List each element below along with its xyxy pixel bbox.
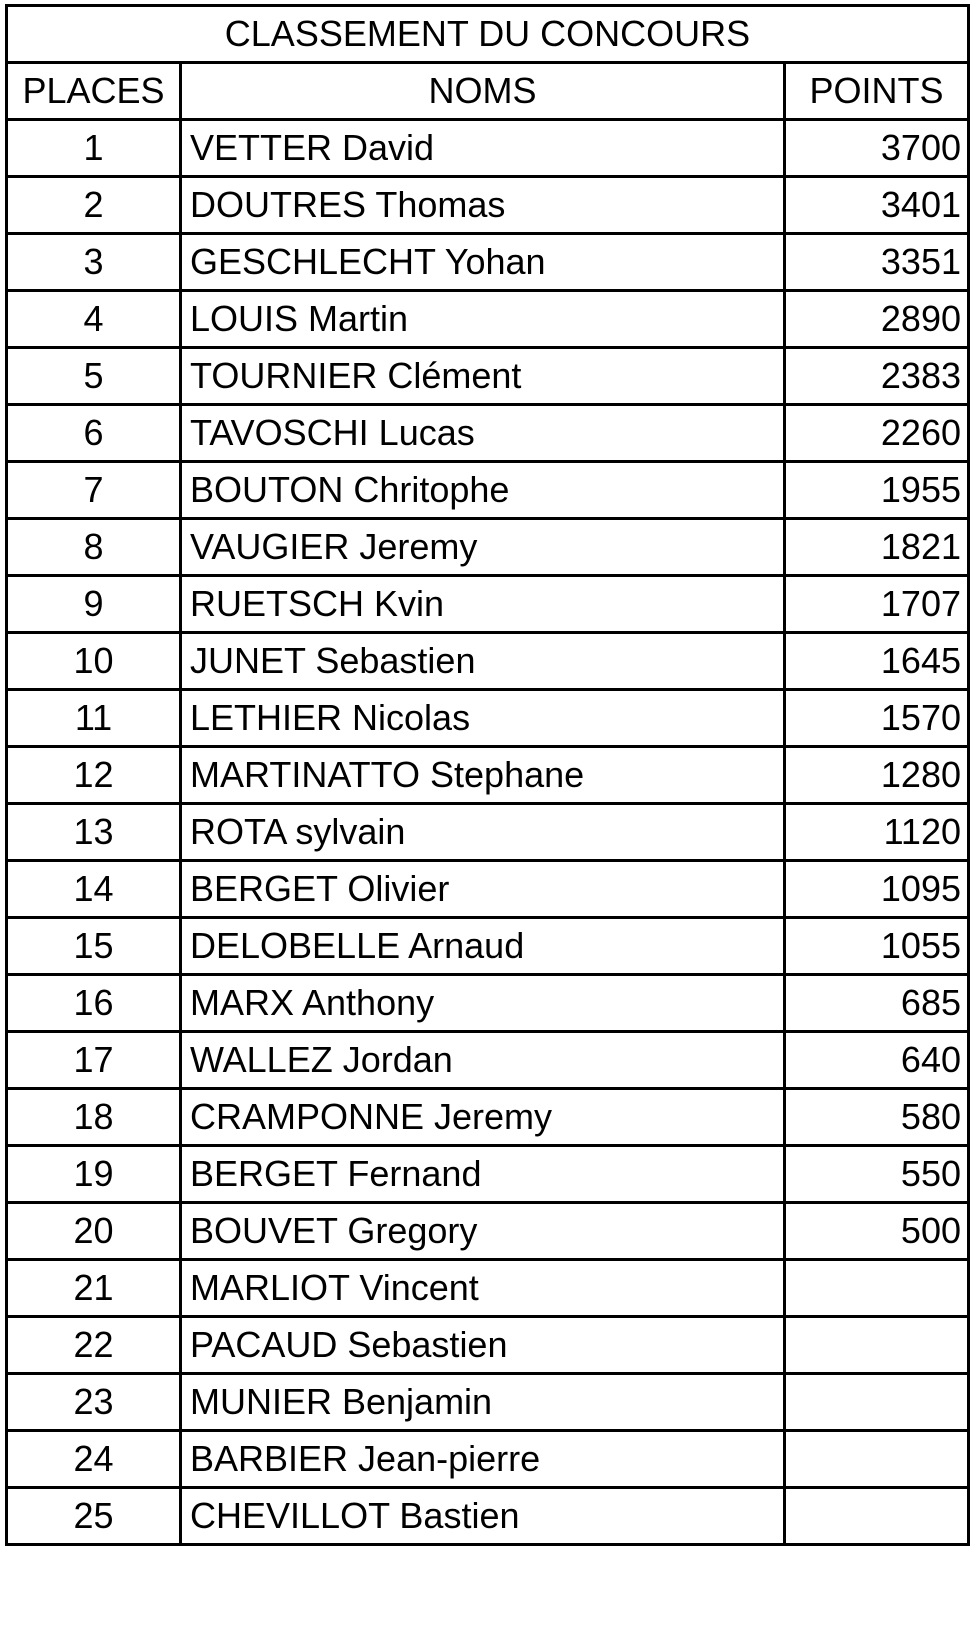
name-cell: MARTINATTO Stephane <box>181 747 785 804</box>
place-cell: 2 <box>7 177 181 234</box>
points-cell: 1120 <box>785 804 969 861</box>
name-cell: BOUVET Gregory <box>181 1203 785 1260</box>
table-row <box>7 348 969 405</box>
points-cell: 1955 <box>785 462 969 519</box>
place-cell: 4 <box>7 291 181 348</box>
ranking-table-body <box>7 6 969 1545</box>
table-row <box>7 918 969 975</box>
place-cell: 5 <box>7 348 181 405</box>
name-cell: PACAUD Sebastien <box>181 1317 785 1374</box>
points-cell: 1570 <box>785 690 969 747</box>
table-row <box>7 633 969 690</box>
points-cell: 1055 <box>785 918 969 975</box>
table-row <box>7 519 969 576</box>
place-cell: 16 <box>7 975 181 1032</box>
header-points: POINTS <box>785 63 969 120</box>
place-cell: 22 <box>7 1317 181 1374</box>
place-cell: 14 <box>7 861 181 918</box>
place-cell: 7 <box>7 462 181 519</box>
place-cell: 12 <box>7 747 181 804</box>
table-row <box>7 690 969 747</box>
name-cell: BOUTON Chritophe <box>181 462 785 519</box>
points-cell: 3351 <box>785 234 969 291</box>
table-row <box>7 234 969 291</box>
points-cell: 2383 <box>785 348 969 405</box>
points-cell: 640 <box>785 1032 969 1089</box>
points-cell <box>785 1431 969 1488</box>
name-cell: TOURNIER Clément <box>181 348 785 405</box>
place-cell: 8 <box>7 519 181 576</box>
place-cell: 20 <box>7 1203 181 1260</box>
name-cell: DOUTRES Thomas <box>181 177 785 234</box>
place-cell: 1 <box>7 120 181 177</box>
table-row <box>7 804 969 861</box>
table-row <box>7 1146 969 1203</box>
table-row <box>7 747 969 804</box>
name-cell: LOUIS Martin <box>181 291 785 348</box>
place-cell: 25 <box>7 1488 181 1545</box>
name-cell: BERGET Fernand <box>181 1146 785 1203</box>
place-cell: 15 <box>7 918 181 975</box>
table-row <box>7 975 969 1032</box>
table-row <box>7 1260 969 1317</box>
name-cell: MARX Anthony <box>181 975 785 1032</box>
name-cell: TAVOSCHI Lucas <box>181 405 785 462</box>
table-row <box>7 405 969 462</box>
place-cell: 3 <box>7 234 181 291</box>
name-cell: WALLEZ Jordan <box>181 1032 785 1089</box>
place-cell: 11 <box>7 690 181 747</box>
points-cell: 3401 <box>785 177 969 234</box>
table-row <box>7 291 969 348</box>
name-cell: ROTA sylvain <box>181 804 785 861</box>
name-cell: CRAMPONNE Jeremy <box>181 1089 785 1146</box>
table-row <box>7 576 969 633</box>
points-cell: 3700 <box>785 120 969 177</box>
table-row <box>7 1431 969 1488</box>
table-row <box>7 1488 969 1545</box>
table-row <box>7 120 969 177</box>
header-places: PLACES <box>7 63 181 120</box>
points-cell: 1707 <box>785 576 969 633</box>
table-row <box>7 1032 969 1089</box>
points-cell: 2260 <box>785 405 969 462</box>
points-cell: 2890 <box>785 291 969 348</box>
points-cell: 1095 <box>785 861 969 918</box>
name-cell: MUNIER Benjamin <box>181 1374 785 1431</box>
name-cell: JUNET Sebastien <box>181 633 785 690</box>
table-row <box>7 861 969 918</box>
place-cell: 17 <box>7 1032 181 1089</box>
table-title: CLASSEMENT DU CONCOURS <box>7 6 969 63</box>
name-cell: DELOBELLE Arnaud <box>181 918 785 975</box>
name-cell: LETHIER Nicolas <box>181 690 785 747</box>
points-cell: 1821 <box>785 519 969 576</box>
name-cell: MARLIOT Vincent <box>181 1260 785 1317</box>
place-cell: 13 <box>7 804 181 861</box>
header-noms: NOMS <box>181 63 785 120</box>
place-cell: 18 <box>7 1089 181 1146</box>
points-cell <box>785 1260 969 1317</box>
points-cell <box>785 1488 969 1545</box>
table-row <box>7 1374 969 1431</box>
name-cell: GESCHLECHT Yohan <box>181 234 785 291</box>
points-cell: 580 <box>785 1089 969 1146</box>
name-cell: CHEVILLOT Bastien <box>181 1488 785 1545</box>
ranking-table <box>5 4 970 1546</box>
points-cell <box>785 1317 969 1374</box>
name-cell: BARBIER Jean-pierre <box>181 1431 785 1488</box>
points-cell: 500 <box>785 1203 969 1260</box>
points-cell: 550 <box>785 1146 969 1203</box>
place-cell: 6 <box>7 405 181 462</box>
table-row <box>7 177 969 234</box>
table-row <box>7 1089 969 1146</box>
place-cell: 21 <box>7 1260 181 1317</box>
name-cell: VAUGIER Jeremy <box>181 519 785 576</box>
place-cell: 10 <box>7 633 181 690</box>
name-cell: VETTER David <box>181 120 785 177</box>
points-cell: 1645 <box>785 633 969 690</box>
name-cell: RUETSCH Kvin <box>181 576 785 633</box>
points-cell: 1280 <box>785 747 969 804</box>
place-cell: 23 <box>7 1374 181 1431</box>
title-row <box>7 6 969 63</box>
table-row <box>7 1203 969 1260</box>
name-cell: BERGET Olivier <box>181 861 785 918</box>
table-row <box>7 462 969 519</box>
points-cell <box>785 1374 969 1431</box>
place-cell: 24 <box>7 1431 181 1488</box>
place-cell: 9 <box>7 576 181 633</box>
place-cell: 19 <box>7 1146 181 1203</box>
table-row <box>7 1317 969 1374</box>
points-cell: 685 <box>785 975 969 1032</box>
header-row <box>7 63 969 120</box>
